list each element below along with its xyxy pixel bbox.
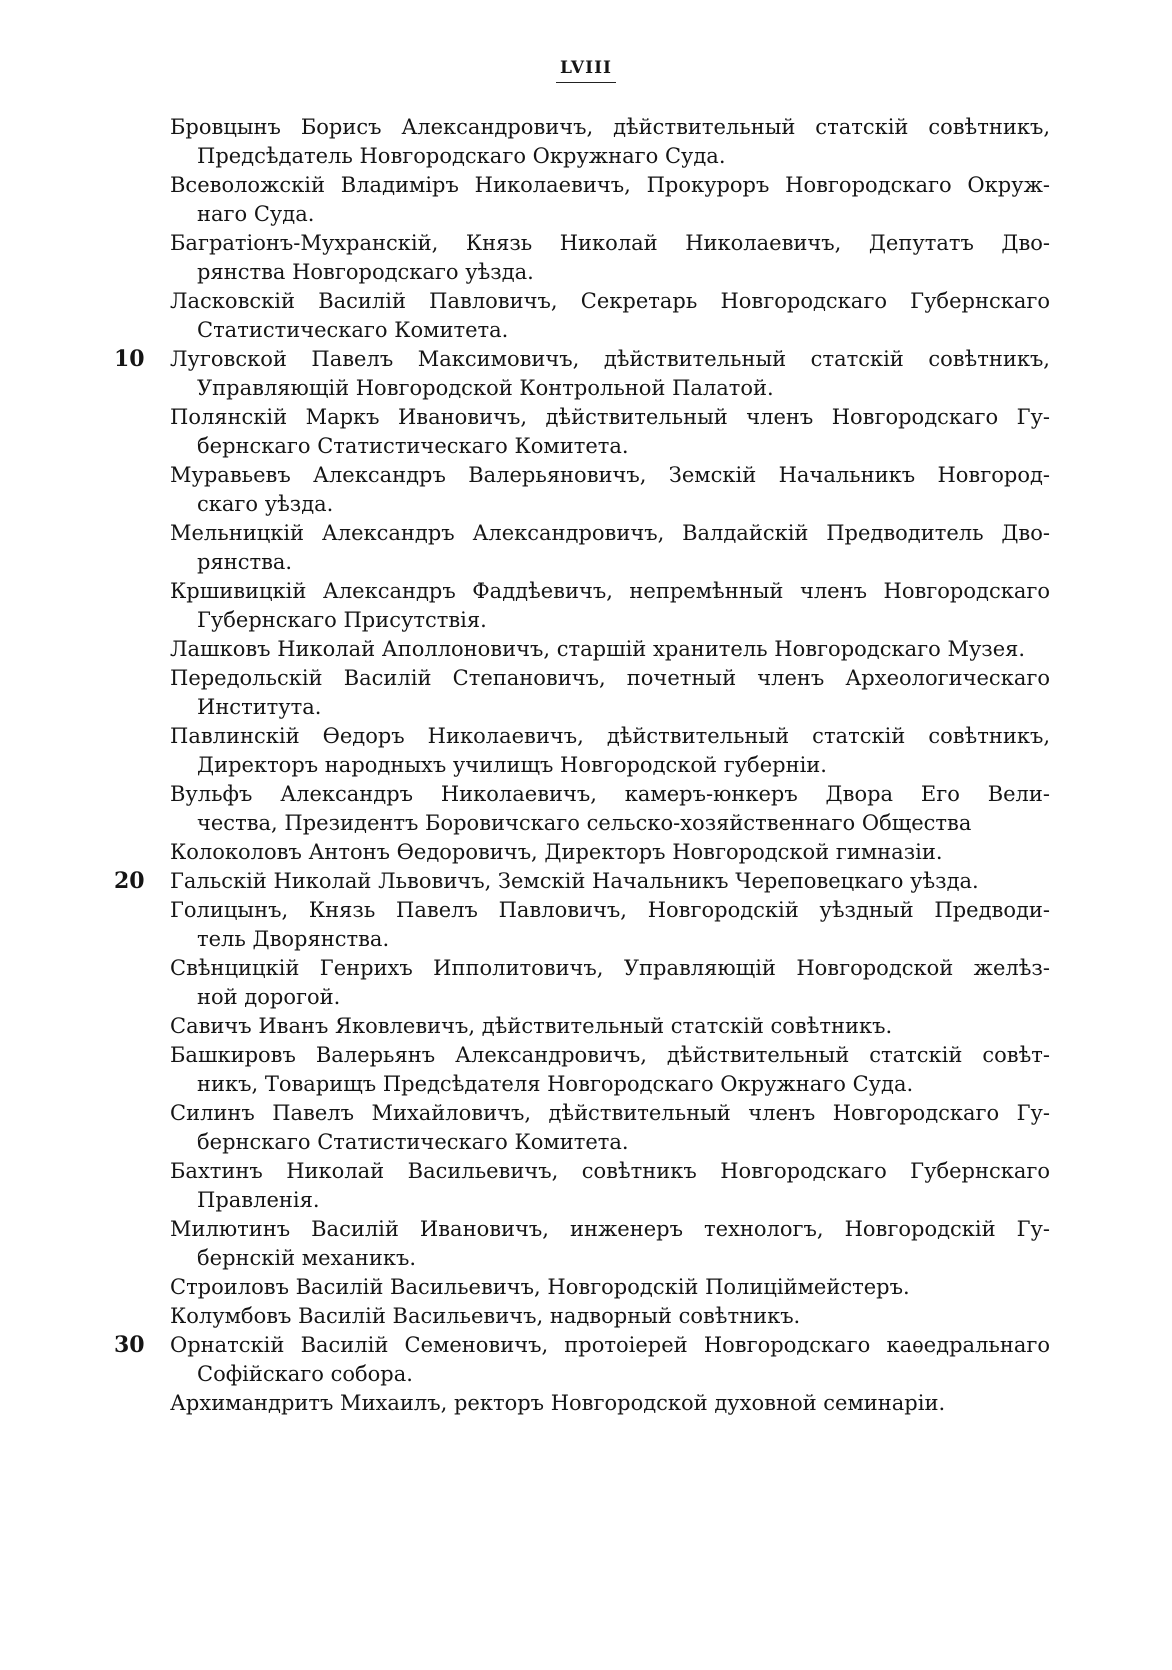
entry-text: Всеволожскій Владиміръ Николаевичъ, Прокуроръ Новгородскаго Окруж-: [170, 173, 1050, 197]
entry-text: Бахтинъ Николай Васильевичъ, совѣтникъ Новгородскаго Губернскаго: [170, 1159, 1050, 1183]
entry-continuation: Софійскаго собора.: [197, 1362, 413, 1386]
entry-text: Ласковскій Василій Павловичъ, Секретарь Новгородскаго Губернскаго: [170, 289, 1050, 313]
entry-text: Вульфъ Александръ Николаевичъ, камеръ-юнкеръ Двора Его Вели-: [170, 782, 1050, 806]
list-item: [170, 1302, 1050, 1331]
entry-text: Орнатскій Василій Семеновичъ, протоіерей Новгородскаго каѳедральнаго: [170, 1333, 1050, 1357]
list-item: [170, 664, 1050, 722]
line-number: 30: [114, 1332, 145, 1358]
entry-text: Башкировъ Валерьянъ Александровичъ, дѣйствительный статскій совѣт-: [170, 1043, 1050, 1067]
list-item: [170, 519, 1050, 577]
entry-text: Передольскій Василій Степановичъ, почетный членъ Археологическаго: [170, 666, 1050, 690]
entry-continuation: бернскаго Статистическаго Комитета.: [197, 1130, 629, 1154]
list-item: [170, 954, 1050, 1012]
entry-text: Полянскій Маркъ Ивановичъ, дѣйствительный членъ Новгородскаго Гу-: [170, 405, 1050, 429]
member-list: [114, 113, 1050, 1418]
entry-text: Строиловъ Василій Васильевичъ, Новгородскій Полиціймейстеръ.: [170, 1275, 910, 1299]
entry-continuation: наго Суда.: [197, 202, 315, 226]
list-item: [114, 345, 1050, 403]
list-item: [170, 1157, 1050, 1215]
page-header: [0, 58, 1172, 83]
entry-continuation: рянства Новгородскаго уѣзда.: [197, 260, 534, 284]
entry-continuation: тель Дворянства.: [197, 927, 390, 951]
entry-text: Мельницкій Александръ Александровичъ, Валдайскій Предводитель Дво-: [170, 521, 1050, 545]
entry-text: Колумбовъ Василій Васильевичъ, надворный совѣтникъ.: [170, 1304, 801, 1328]
entry-continuation: Управляющій Новгородской Контрольной Палатой.: [197, 376, 774, 400]
entry-continuation: ной дорогой.: [197, 985, 341, 1009]
entry-text: Архимандритъ Михаилъ, ректоръ Новгородской духовной семинаріи.: [170, 1391, 946, 1415]
list-item: [170, 1012, 1050, 1041]
list-item: [170, 1041, 1050, 1099]
list-item: [114, 867, 1050, 896]
list-item: [170, 1389, 1050, 1418]
list-item: [170, 896, 1050, 954]
entry-text: Гальскій Николай Львовичъ, Земскій Начальникъ Череповецкаго уѣзда.: [170, 869, 979, 893]
entry-text: Голицынъ, Князь Павелъ Павловичъ, Новгородскій уѣздный Предводи-: [170, 898, 1050, 922]
entry-continuation: рянства.: [197, 550, 293, 574]
list-item: [170, 780, 1050, 838]
list-item: [114, 1331, 1050, 1389]
list-item: [170, 838, 1050, 867]
entry-text: Савичъ Иванъ Яковлевичъ, дѣйствительный статскій совѣтникъ.: [170, 1014, 893, 1038]
list-item: [170, 113, 1050, 171]
entry-text: Луговской Павелъ Максимовичъ, дѣйствительный статскій совѣтникъ,: [170, 347, 1050, 371]
list-item: [170, 229, 1050, 287]
list-item: [170, 287, 1050, 345]
entry-continuation: Директоръ народныхъ училищъ Новгородской губерніи.: [197, 753, 827, 777]
entry-text: Багратіонъ-Мухранскій, Князь Николай Николаевичъ, Депутатъ Дво-: [170, 231, 1050, 255]
entry-continuation: Института.: [197, 695, 322, 719]
list-item: [170, 577, 1050, 635]
entry-text: Силинъ Павелъ Михайловичъ, дѣйствительный членъ Новгородскаго Гу-: [170, 1101, 1050, 1125]
line-number: 20: [114, 868, 145, 894]
list-item: [170, 1099, 1050, 1157]
entry-continuation: Предсѣдатель Новгородскаго Окружнаго Суда.: [197, 144, 726, 168]
entry-text: Кршивицкій Александръ Фаддѣевичъ, непремѣнный членъ Новгородскаго: [170, 579, 1050, 603]
list-item: [170, 722, 1050, 780]
entry-text: Свѣнцицкій Генрихъ Ипполитовичъ, Управляющій Новгородской желѣз-: [170, 956, 1050, 980]
entry-continuation: бернскій механикъ.: [197, 1246, 417, 1270]
entry-text: Бровцынъ Борисъ Александровичъ, дѣйствительный статскій совѣтникъ,: [170, 115, 1050, 139]
page-number: LVIII: [556, 58, 616, 83]
list-item: [170, 461, 1050, 519]
list-item: [170, 403, 1050, 461]
entry-continuation: Правленія.: [197, 1188, 320, 1212]
entry-text: Колоколовъ Антонъ Ѳедоровичъ, Директоръ Новгородской гимназіи.: [170, 840, 943, 864]
entry-continuation: чества, Президентъ Боровичскаго сельско-хозяйственнаго Общества: [197, 811, 972, 835]
entry-continuation: никъ, Товарищъ Предсѣдателя Новгородскаго Окружнаго Суда.: [197, 1072, 914, 1096]
list-item: [170, 1215, 1050, 1273]
entry-text: Муравьевъ Александръ Валерьяновичъ, Земскій Начальникъ Новгород-: [170, 463, 1050, 487]
entry-text: Павлинскій Ѳедоръ Николаевичъ, дѣйствительный статскій совѣтникъ,: [170, 724, 1050, 748]
list-item: [170, 171, 1050, 229]
entry-continuation: скаго уѣзда.: [197, 492, 334, 516]
line-number: 10: [114, 346, 145, 372]
entry-continuation: Статистическаго Комитета.: [197, 318, 509, 342]
entry-continuation: Губернскаго Присутствія.: [197, 608, 487, 632]
entry-text: Лашковъ Николай Аполлоновичъ, старшій хранитель Новгородскаго Музея.: [170, 637, 1026, 661]
entry-continuation: бернскаго Статистическаго Комитета.: [197, 434, 629, 458]
list-item: [170, 1273, 1050, 1302]
list-item: [170, 635, 1050, 664]
entry-text: Милютинъ Василій Ивановичъ, инженеръ технологъ, Новгородскій Гу-: [170, 1217, 1050, 1241]
